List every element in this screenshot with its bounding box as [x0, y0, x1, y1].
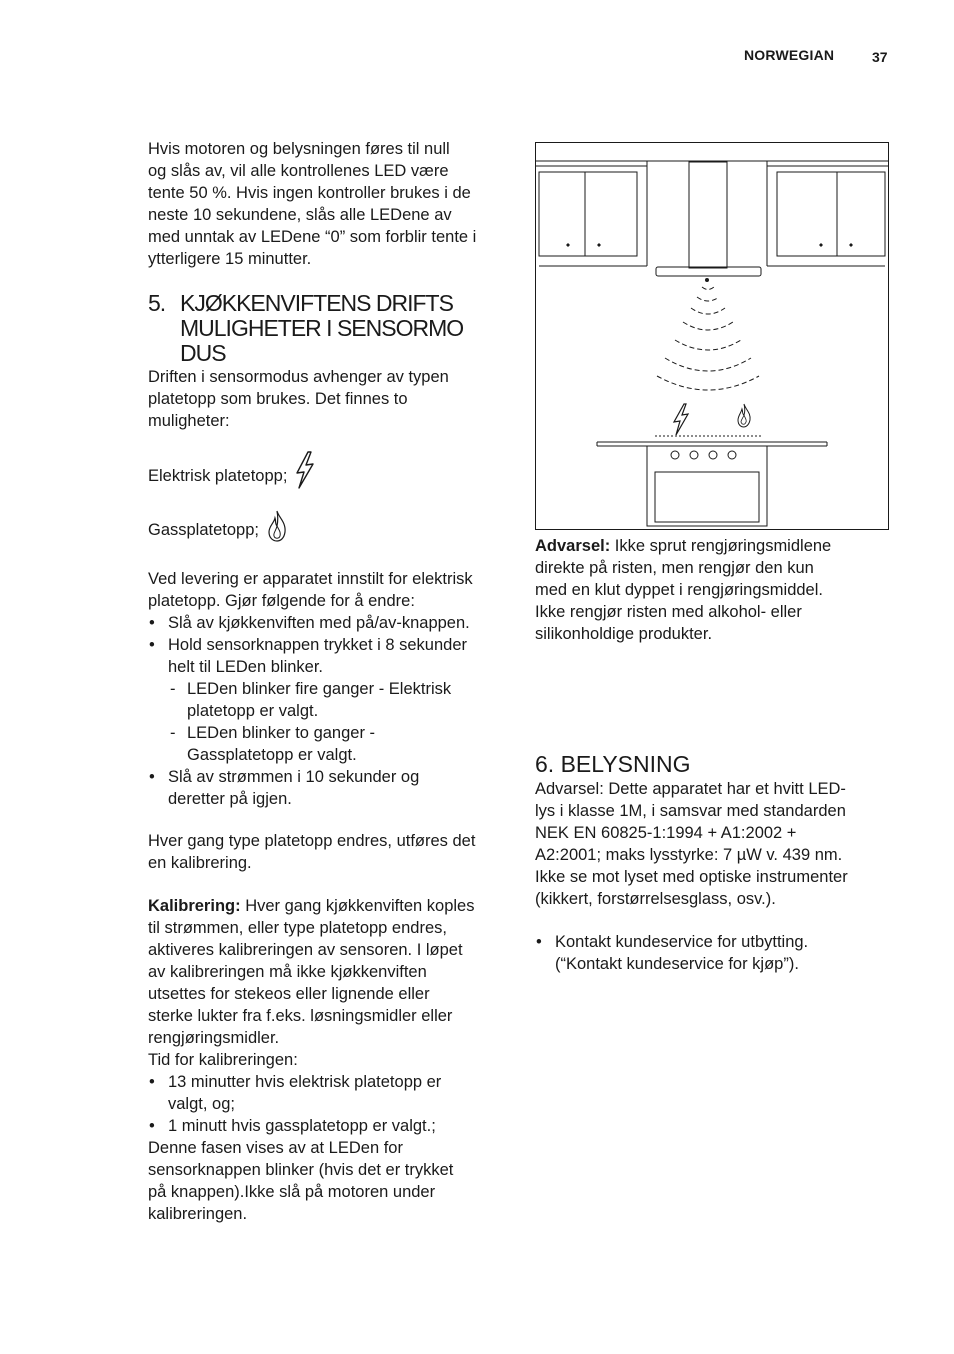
page-number: 37	[872, 49, 888, 65]
electric-hob-row	[148, 451, 316, 487]
oven-knob	[728, 451, 736, 459]
list-item: • Hold sensorknappen trykket i 8 sekunder helt til LEDen blinker.	[148, 634, 508, 678]
section-5-intro: Driften i sensormodus avhenger av typen platetopp som brukes. Det finnes to muligheter:	[148, 368, 449, 430]
list-item: • Slå av kjøkkenviften med på/av-knappen.	[148, 612, 508, 634]
calibration-label: Kalibrering:	[148, 897, 241, 915]
section-6-heading	[535, 751, 891, 777]
oven-knob	[690, 451, 698, 459]
section-6-body: Advarsel: Dette apparatet har et hvitt LED- lys i klasse 1M, i samsvar med standarden NEK EN 60825-1:1994 + A1:2002 + A2:2001; maks lysstyrke: 7 µW v. 439 nm. Ikke se mot lyset med optiske instrumenter (kikkert, forstørrelsesglass, osv.).	[535, 780, 848, 908]
oven	[647, 446, 767, 526]
section-6-list	[535, 931, 891, 975]
list-item: • 13 minutter hvis elektrisk platetopp er valgt, og;	[148, 1071, 508, 1115]
electric-hob-label: Elektrisk platetopp;	[148, 467, 288, 485]
right-cabinet	[777, 172, 885, 256]
kitchen-hood-illustration	[535, 142, 889, 530]
flame-icon	[266, 509, 288, 543]
figure-frame	[536, 143, 889, 530]
lightning-bolt-icon	[674, 404, 688, 435]
list-item: • Kontakt kundeservice for utbytting. (“Kontakt kundeservice for kjøp”).	[535, 931, 891, 975]
warning-label: Advarsel:	[535, 537, 611, 555]
calibration-paragraph: Kalibrering: Hver gang kjøkkenviften koples til strømmen, eller type platetopp endres, aktiveres kalibreringen av sensoren. I løpet av kalibreringen må ikke kjøkkenviften utsettes for stekeos eller lignende eller sterke lukter fra f.eks. løsningsmidler eller rengjøringsmidler. Tid for kalibreringen: • 13 minutter hvis elektrisk platetopp er valgt, og; • 1 minutt hvis gassplatetopp er valgt.; Denne fasen vises av at LEDen for sensorknappen blinker (hvis det er trykket på knappen).Ikke slå på motoren under kalibreringen.	[148, 895, 508, 1225]
oven-knob	[671, 451, 679, 459]
gas-hob-row	[148, 509, 288, 541]
section-6-title: BELYSNING	[560, 751, 691, 777]
section-5-heading: 5. KJØKKENVIFTENS DRIFTS MULIGHETER I SENSORMO DUS	[148, 290, 464, 366]
header-language: NORWEGIAN	[744, 47, 835, 63]
lightning-bolt-icon	[294, 451, 316, 489]
sensor-dot	[705, 278, 709, 282]
intro-paragraph: Hvis motoren og belysningen føres til null og slås av, vil alle kontrollenes LED være tente 50 %. Hvis ingen kontroller brukes i de neste 10 sekundene, slås alle LEDene av med unntak av LEDene “0” som forblir tente i ytterligere 15 minutter.	[148, 140, 477, 268]
calibration-note: Hver gang type platetopp endres, utføres det en kalibrering.	[148, 832, 476, 872]
section-6-number: 6.	[535, 751, 555, 777]
list-item: • Slå av strømmen i 10 sekunder og deretter på igjen.	[148, 766, 508, 810]
section-5-number: 5.	[148, 290, 166, 316]
list-item: • 1 minutt hvis gassplatetopp er valgt.;	[148, 1115, 508, 1137]
sensor-waves	[657, 287, 759, 390]
delivery-instructions: Ved levering er apparatet innstilt for elektrisk platetopp. Gjør følgende for å endre: • Slå av kjøkkenviften med på/av-knappen. • Hold sensorknappen trykket i 8 sekunder helt til LEDen blinker. - LEDen blinker fire ganger - Elektrisk platetopp er valgt. - LEDen blinker to ganger - Gassplatetopp er valgt. • Slå av strømmen i 10 sekunder og deretter på igjen.	[148, 568, 508, 810]
left-cabinet	[539, 172, 637, 256]
warning-paragraph: Advarsel: Ikke sprut rengjøringsmidlene direkte på risten, men rengjør den kun med en klut dyppet i rengjøringsmiddel. Ikke rengjør risten med alkohol- eller silikonholdige produkter.	[535, 537, 832, 643]
gas-hob-label: Gassplatetopp;	[148, 521, 259, 539]
sub-list-item: - LEDen blinker to ganger - Gassplatetopp er valgt.	[148, 722, 508, 766]
oven-knob	[709, 451, 717, 459]
sub-list-item: - LEDen blinker fire ganger - Elektrisk platetopp er valgt.	[148, 678, 508, 722]
hood-chimney	[689, 162, 727, 268]
